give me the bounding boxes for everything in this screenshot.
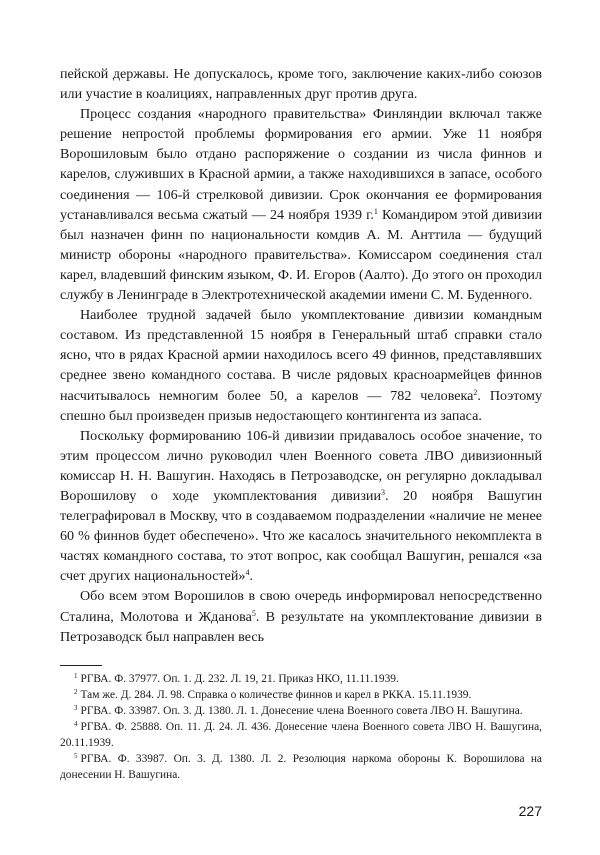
footnote-ref: 1: [373, 206, 378, 216]
footnote-divider: [60, 665, 102, 666]
paragraph: Поскольку формированию 106-й дивизии придавалось особое значение, то этим процессом лично руководил член Военного совета ЛВО дивизионный комиссар Н. Н. Вашугин. Находясь в Петрозаводске, он регулярно докладывал Ворошилову о ходе укомплектования дивизии$^3$. 20 ноября Вашугин телеграфировал в Москву, что в создаваемом подразделении «наличие не менее 60 % финнов будет обеспечено». Что же касалось значительного некомплекта в частях командного состава, то этот вопрос, как сообщал Вашугин, решался «за счет других национальностей»$^4$.: [60, 427, 542, 585]
footnote-number: 3: [74, 704, 78, 712]
footnote-text: Там же. Д. 284. Л. 98. Справка о количестве финнов и карел в РККА. 15.11.1939.: [80, 689, 472, 701]
footnote-ref: 3: [381, 487, 386, 497]
footnote-text: РГВА. Ф. 33987. Оп. 3. Д. 1380. Л. 1. Донесение члена Военного совета ЛВО Н. Вашугина.: [80, 705, 523, 717]
footnote-number: 2: [74, 688, 78, 696]
footnote: [60, 719, 542, 751]
footnote-number: 5: [74, 752, 78, 760]
paragraph: Наиболее трудной задачей было укомплектование дивизии командным составом. Из представленной 15 ноября в Генеральный штаб справки стало ясно, что в рядах Красной армии находилось всего 49 финнов, представлявших среднее звено командного состава. В числе рядовых красноармейцев финнов насчитывалось немногим более 50, а карелов — 782 человека$^2$. Поэтому спешно был произведен призыв недостающего контингента из запаса.: [60, 307, 542, 424]
footnote-ref: 2: [473, 387, 478, 397]
footnote-number: 4: [74, 720, 78, 728]
paragraph: пейской державы. Не допускалось, кроме того, заключение каких-либо союзов или участие в коалициях, направленных друг против друга.: [60, 66, 542, 103]
footnote: [60, 703, 542, 719]
main-text: [60, 64, 542, 647]
paragraph: Обо всем этом Ворошилов в свою очередь информировал непосредственно Сталина, Молотова и Жданова$^5$. В результате на укомплектование дивизии в Петрозаводск был направлен весь: [60, 588, 543, 645]
paragraph: Процесс создания «народного правительства» Финляндии включал также решение непростой проблемы формирования его армии. Уже 11 ноября Ворошиловым было отдано распоряжение о создании из числа финнов и карелов, служивших в Красной армии, а также находившихся в запасе, особого соединения — 106-й стрелковой дивизии. Срок окончания ее формирования устанавливался весьма сжатый — 24 ноября 1939 г.$^1$ Командиром этой дивизии был назначен финн по национальности комдив А. М. Анттила — будущий министр обороны «народного правительства». Комиссаром соединения стал карел, владевший финским языком, Ф. И. Егоров (Аалто). До этого он проходил службу в Ленинграде в Электротехнической академии имени С. М. Буденного.: [60, 106, 542, 304]
footnotes: [60, 671, 542, 783]
footnote-ref: 4: [245, 568, 250, 578]
footnote-text: РГВА. Ф. 33987. Оп. 3. Д. 1380. Л. 2. Резолюция наркома обороны К. Ворошилова на донесении Н. Вашугина.: [60, 753, 542, 781]
footnote-number: 1: [74, 672, 78, 680]
footnote-text: РГВА. Ф. 25888. Оп. 11. Д. 24. Л. 436. Донесение члена Военного совета ЛВО Н. Вашугина, 20.11.1939.: [60, 721, 542, 749]
page-number: 227: [518, 803, 542, 819]
footnote-ref: 5: [251, 608, 256, 618]
footnote: [60, 671, 542, 687]
footnote: [60, 687, 542, 703]
footnote-text: РГВА. Ф. 37977. Оп. 1. Д. 232. Л. 19, 21. Приказ НКО, 11.11.1939.: [80, 673, 399, 685]
footnote: [60, 751, 542, 783]
